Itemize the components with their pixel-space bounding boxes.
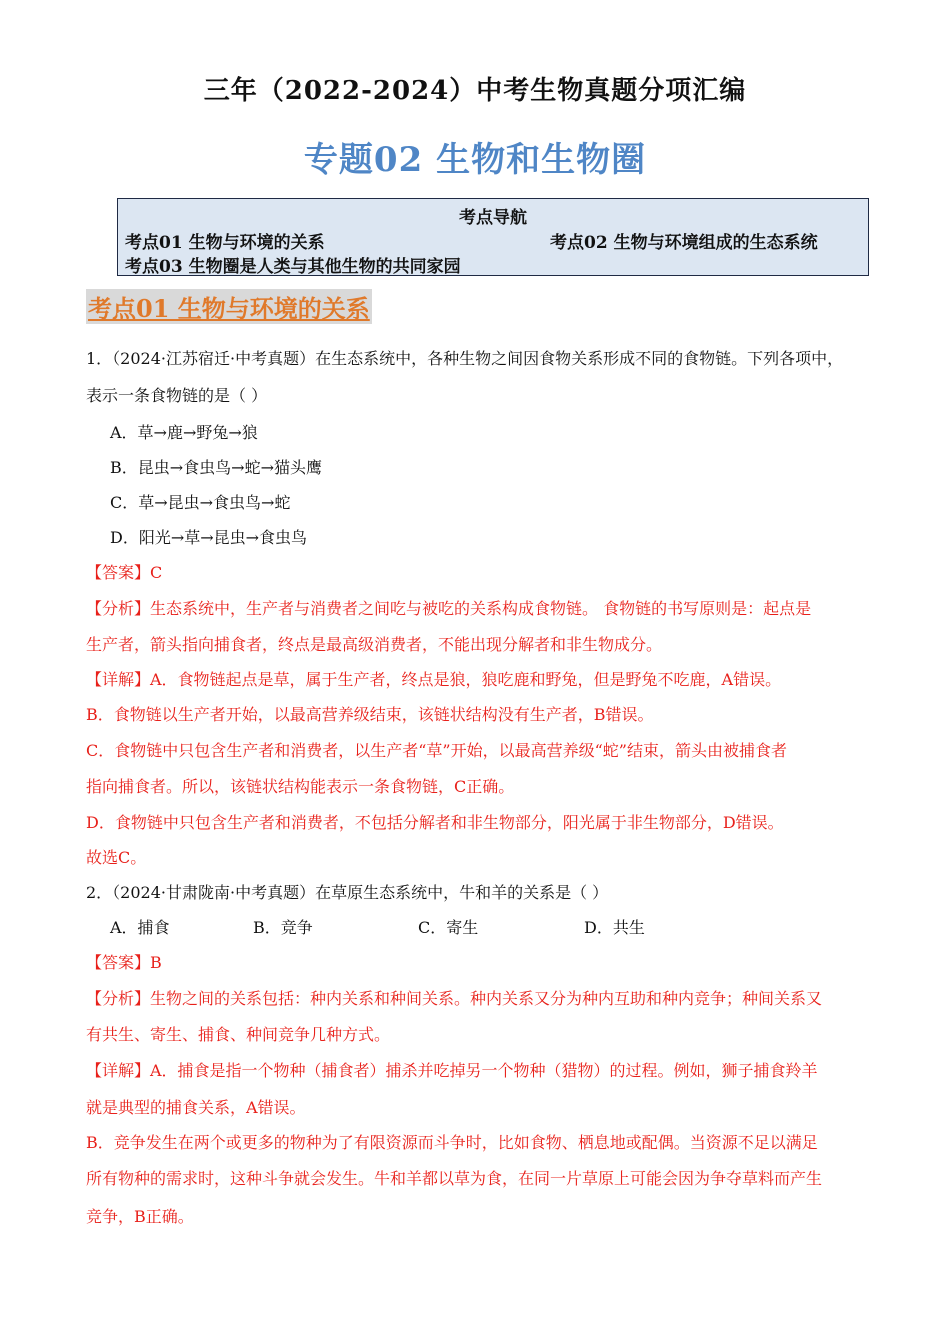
q2-stem: 2．（2024·甘肃陇南·中考真题）在草原生态系统中，牛和羊的关系是（ ）	[86, 883, 609, 902]
q1-detail-line-3: C．食物链中只包含生产者和消费者，以生产者“草”开始，以最高营养级“蛇”结束，箭头由被捕食者	[86, 741, 787, 760]
q1-detail-line-4: 指向捕食者。所以，该链状结构能表示一条食物链，C正确。	[86, 777, 515, 796]
q2-analysis-line-2: 有共生、寄生、捕食、种间竞争几种方式。	[86, 1025, 391, 1044]
q1-analysis-line-1: 【分析】生态系统中，生产者与消费者之间吃与被吃的关系构成食物链。 食物链的书写原则是：起点是	[86, 599, 812, 618]
q2-detail-line-1: 【详解】A．捕食是指一个物种（捕食者）捕杀并吃掉另一个物种（猎物）的过程。例如，狮子捕食羚羊	[86, 1061, 818, 1080]
q1-detail-line-1: 【详解】A．食物链起点是草，属于生产者，终点是狼，狼吃鹿和野兔，但是野兔不吃鹿，A错误。	[86, 670, 782, 689]
q2-option-c: C．寄生	[418, 918, 479, 937]
nav-item-topic-03: 考点03 生物圈是人类与其他生物的共同家园	[125, 257, 461, 277]
q1-answer: 【答案】C	[86, 563, 163, 582]
q2-option-b: B．竞争	[253, 918, 313, 937]
q2-analysis-line-1: 【分析】生物之间的关系包括：种内关系和种间关系。种内关系又分为种内互助和种内竞争；种间关系又	[86, 989, 823, 1008]
topic-navigation-box	[117, 198, 869, 276]
q2-detail-line-5: 竞争，B正确。	[86, 1207, 194, 1226]
document-title: 三年（2022-2024）中考生物真题分项汇编	[203, 76, 747, 106]
q2-detail-line-3: B．竞争发生在两个或更多的物种为了有限资源而斗争时，比如食物、栖息地或配偶。当资源不足以满足	[86, 1133, 818, 1152]
q1-detail-line-5: D．食物链中只包含生产者和消费者，不包括分解者和非生物部分，阳光属于非生物部分，D错误。	[86, 813, 784, 832]
q1-conclusion: 故选C。	[86, 848, 147, 867]
navigation-title: 考点导航	[459, 208, 527, 228]
q1-option-a: A．草→鹿→野兔→狼	[110, 423, 258, 442]
q1-analysis-line-2: 生产者，箭头指向捕食者，终点是最高级消费者，不能出现分解者和非生物成分。	[86, 635, 663, 654]
q1-stem-line-2: 表示一条食物链的是（ ）	[86, 386, 268, 405]
q1-option-d: D．阳光→草→昆虫→食虫鸟	[110, 528, 308, 547]
q2-answer: 【答案】B	[86, 953, 162, 972]
q1-option-c: C．草→昆虫→食虫鸟→蛇	[110, 493, 291, 512]
q2-detail-line-4: 所有物种的需求时，这种斗争就会发生。牛和羊都以草为食，在同一片草原上可能会因为争夺草料而产生	[86, 1169, 823, 1188]
section-heading: 考点01 生物与环境的关系	[86, 289, 372, 324]
nav-item-topic-01: 考点01 生物与环境的关系	[125, 233, 325, 253]
q2-option-d: D．共生	[584, 918, 645, 937]
q1-detail-line-2: B．食物链以生产者开始，以最高营养级结束，该链状结构没有生产者，B错误。	[86, 705, 654, 724]
q1-stem-line-1: 1．（2024·江苏宿迁·中考真题）在生态系统中，各种生物之间因食物关系形成不同的食物链。下列各项中，	[86, 349, 844, 368]
q2-option-a: A．捕食	[110, 918, 170, 937]
q1-option-b: B．昆虫→食虫鸟→蛇→猫头鹰	[110, 458, 322, 477]
q2-detail-line-2: 就是典型的捕食关系，A错误。	[86, 1098, 306, 1117]
topic-subtitle: 专题02 生物和生物圈	[303, 140, 647, 180]
nav-item-topic-02: 考点02 生物与环境组成的生态系统	[550, 233, 818, 253]
